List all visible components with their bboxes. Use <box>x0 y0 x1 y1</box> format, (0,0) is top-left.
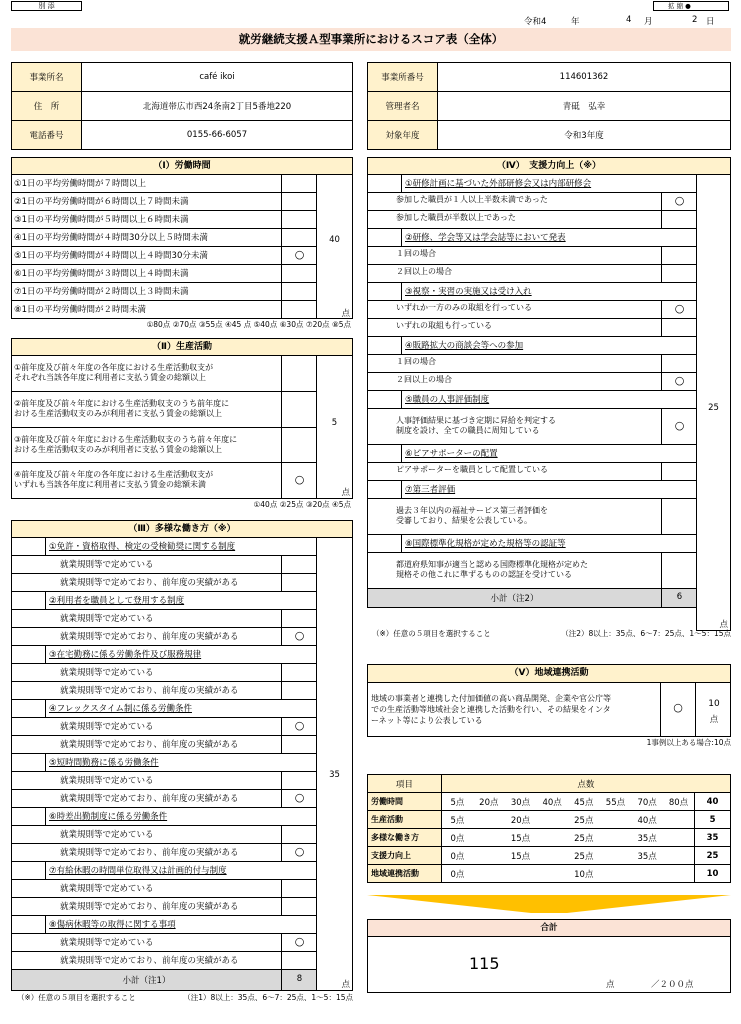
support-sub-row <box>367 301 696 319</box>
date-line: 令和4 年 4 月 2 日 <box>524 15 715 27</box>
diverse-sub-mark: ○ <box>281 844 317 861</box>
time-item-row <box>11 283 316 301</box>
support-sub-row <box>367 409 696 445</box>
summary-cell <box>473 847 505 865</box>
summary-score: 40 <box>695 793 731 811</box>
diverse-group-title: ③在宅勤務に係る労働条件及び服務規律 <box>49 650 202 660</box>
support-group-header <box>367 337 696 355</box>
summary-cell <box>536 847 568 865</box>
diverse-sub-row <box>11 556 316 574</box>
support-sub-row <box>367 355 696 373</box>
summary-cell: 25点 <box>568 847 600 865</box>
time-item-mark: ○ <box>281 247 317 264</box>
diverse-sub-row <box>11 664 316 682</box>
support-sub-row <box>367 319 696 337</box>
summary-cell: 0点 <box>441 865 473 883</box>
diverse-check-box[interactable] <box>12 808 46 825</box>
diverse-sub-row <box>11 880 316 898</box>
support-sub-mark <box>661 499 697 534</box>
s4-note-right: （注2）8以上：35点、6～7：25点、1～5：15点 <box>561 629 731 638</box>
support-sub-label: ピアサポーターを職員として配置している <box>396 465 548 474</box>
diverse-sub-label: 就業規則等で定めており、前年度の実績がある <box>60 956 239 966</box>
support-sub-label: 人事評価結果に基づき定期に昇給を判定する 制度を設け、全ての職員に周知している <box>396 416 556 435</box>
diverse-sub-label: 就業規則等で定めている <box>60 776 154 786</box>
summary-cell <box>663 865 695 883</box>
summary-cell <box>536 811 568 829</box>
diverse-sub-mark <box>281 556 317 573</box>
summary-cell: 20点 <box>505 811 537 829</box>
diverse-sub-row <box>11 574 316 592</box>
s3-note-right: （注1）8以上：35点、6～7：25点、1～5：15点 <box>183 993 353 1002</box>
summary-cell: 40点 <box>631 811 663 829</box>
summary-cell: 45点 <box>568 793 600 811</box>
diverse-sub-row <box>11 772 316 790</box>
production-item-mark: ○ <box>281 463 317 498</box>
manager-info-table: 事業所番号 114601362 管理者名 青砥 弘幸 対象年度 令和3年度 <box>367 62 731 150</box>
summary-cell: 35点 <box>631 829 663 847</box>
summary-cell: 20点 <box>473 793 505 811</box>
time-item-mark <box>281 301 317 318</box>
diverse-sub-label: 就業規則等で定めており、前年度の実績がある <box>60 740 239 750</box>
diverse-check-box[interactable] <box>12 592 46 609</box>
section-support: （Ⅳ） 支援力向上（※） ①研修計画に基づいた外部研修会又は内部研修会 参加した職員が１人以上半数未満であった ○ 参加した職員が半数以上であった ②研修、学会等又は学会誌等において発表 １回の場合 ２回以上の場合 ③視察・実習の実施又は受け入れ いずれか一方のみの取組を行っている ○ いずれの取組も行っている ④販路拡大の商談会等への参加 １回の場合 ２回以上の場合 ○ ⑤職員の人事評価制度 人事評価結果に基づき定期に昇給を判定する 制度を設け、全ての職員に周知している ○ ⑥ピアサポーターの配置 ピアサポーターを職員として配置している ⑦第三者評価 過去３年以内の福祉サービス第三者評価を 受審しており、結果を公表している。 ⑧国際標準化規格が定めた規格等の認証等 都道府県知事が適当と認める国際標準化規格が定めた 規格その他これに準ずるものの認証を受けている 小計（注2） 6 25 点 <box>367 157 731 631</box>
support-check-box[interactable] <box>368 337 402 354</box>
support-sub-label: ２回以上の場合 <box>396 267 452 276</box>
summary-row <box>368 865 731 883</box>
summary-cell: 55点 <box>600 793 632 811</box>
diverse-sub-mark <box>281 610 317 627</box>
summary-cell: 35点 <box>631 847 663 865</box>
support-group-title: ④販路拡大の商談会等への参加 <box>405 341 524 351</box>
time-item-label: ②1日の平均労働時間が６時間以上７時間未満 <box>14 197 189 207</box>
support-sub-label: 過去３年以内の福祉サービス第三者評価を 受審しており、結果を公表している。 <box>396 506 548 525</box>
support-sub-mark <box>661 553 697 588</box>
time-item-row <box>11 265 316 283</box>
diverse-sub-label: 就業規則等で定めており、前年度の実績がある <box>60 578 239 588</box>
support-sub-label: いずれの取組も行っている <box>396 321 492 330</box>
summary-row <box>368 847 731 865</box>
diverse-group-title: ⑦有給休暇の時間単位取得又は計画的付与制度 <box>49 866 227 876</box>
production-line-2: それぞれ当該各年度に利用者に支払う賃金の総額以上 <box>14 373 206 382</box>
summary-cell: 15点 <box>505 829 537 847</box>
support-sub-label: 参加した職員が１人以上半数未満であった <box>396 195 548 204</box>
attachment-tag: 別 添 <box>11 1 82 11</box>
diverse-sub-label: 就業規則等で定めている <box>60 938 154 948</box>
production-line-1: ④前年度及び前々年度の各年度における生産活動収支が <box>14 470 214 480</box>
diverse-sub-label: 就業規則等で定めている <box>60 830 154 840</box>
summary-cell <box>600 811 632 829</box>
summary-cell: 80点 <box>663 793 695 811</box>
summary-cell <box>600 847 632 865</box>
time-item-mark <box>281 283 317 300</box>
support-sub-mark <box>661 265 697 282</box>
time-item-label: ③1日の平均労働時間が５時間以上６時間未満 <box>14 215 189 225</box>
scale-note: 拡 縮 ● <box>653 1 729 11</box>
diverse-group-title: ①免許・資格取得、検定の受検勧奨に関する制度 <box>49 542 236 552</box>
diverse-group-title: ⑤短時間勤務に係る労働条件 <box>49 758 159 768</box>
summary-cell <box>473 865 505 883</box>
time-item-row <box>11 247 316 265</box>
section-community: （Ⅴ）地域連携活動 地域の事業者と連携した付加価値の高い商品開発、企業や官公庁等 での生産活動等地域社会と連携した活動を行い、その結果をインタ ーネット等により公表している ○ 10 点 1事例以上ある場合:10点 <box>367 664 731 748</box>
diverse-sub-mark <box>281 574 317 591</box>
diverse-sub-row <box>11 628 316 646</box>
support-group-header <box>367 391 696 409</box>
summary-row <box>368 829 731 847</box>
diverse-group-title: ⑧傷病休暇等の取得に関する事項 <box>49 920 176 930</box>
diverse-sub-row <box>11 610 316 628</box>
support-group-title: ②研修、学会等又は学会誌等において発表 <box>405 233 566 243</box>
support-sub-row <box>367 499 696 535</box>
time-item-label: ⑥1日の平均労働時間が３時間以上４時間未満 <box>14 269 189 279</box>
summary-cell: 5点 <box>441 811 473 829</box>
total-value: 115 <box>469 954 500 973</box>
support-sub-row <box>367 265 696 283</box>
support-check-box[interactable] <box>368 445 402 462</box>
production-item-label <box>14 435 237 455</box>
production-line-1: ①前年度及び前々年度の各年度における生産活動収支が <box>14 363 214 372</box>
support-sub-mark <box>661 355 697 372</box>
support-group-header <box>367 481 696 499</box>
time-item-mark <box>281 193 317 210</box>
section-diverse-work: （Ⅲ）多様な働き方（※） ①免許・資格取得、検定の受検勧奨に関する制度 就業規則等で定めている 就業規則等で定めており、前年度の実績がある ②利用者を職員として登用する制度 就業規則等で定めている 就業規則等で定めており、前年度の実績がある ○ ③在宅勤務に係る労働条件及び服務規律 就業規則等で定めている 就業規則等で定めており、前年度の実績がある ④フレックスタイム制に係る労働条件 就業規則等で定めている ○ 就業規則等で定めており、前年度の実績がある ⑤短時間勤務に係る労働条件 就業規則等で定めている 就業規則等で定めており、前年度の実績がある ○ ⑥時差出勤制度に係る労働条件 就業規則等で定めている 就業規則等で定めており、前年度の実績がある ○ ⑦有給休暇の時間単位取得又は計画的付与制度 就業規則等で定めている 就業規則等で定めており、前年度の実績がある ⑧傷病休暇等の取得に関する事項 就業規則等で定めている ○ 就業規則等で定めており、前年度の実績がある 小計（注1） 8 35 点 <box>11 520 353 991</box>
summary-row-label: 地域連携活動 <box>368 865 442 883</box>
support-group-header <box>367 229 696 247</box>
diverse-sub-row <box>11 682 316 700</box>
support-check-box[interactable] <box>368 481 402 498</box>
support-group-title: ⑧国際標準化規格が定めた規格等の認証等 <box>405 539 566 549</box>
diverse-check-box[interactable] <box>12 538 46 555</box>
diverse-sub-label: 就業規則等で定めており、前年度の実績がある <box>60 848 239 858</box>
time-item-mark <box>281 211 317 228</box>
summary-row-label: 労働時間 <box>368 793 442 811</box>
time-item-row <box>11 229 316 247</box>
summary-cell <box>663 811 695 829</box>
diverse-sub-mark: ○ <box>281 718 317 735</box>
support-group-title: ③視察・実習の実施又は受け入れ <box>405 287 532 297</box>
diverse-sub-mark: ○ <box>281 790 317 807</box>
time-item-mark <box>281 265 317 282</box>
time-item-label: ①1日の平均労働時間が７時間以上 <box>14 179 147 189</box>
support-group-title: ⑥ピアサポーターの配置 <box>405 449 498 459</box>
diverse-group-header <box>11 862 316 880</box>
summary-cell <box>663 829 695 847</box>
summary-cell <box>536 865 568 883</box>
summary-cell: 5点 <box>441 793 473 811</box>
support-group-header <box>367 283 696 301</box>
diverse-subtotal-value: 8 <box>281 970 317 990</box>
support-sub-label: ２回以上の場合 <box>396 375 452 384</box>
support-subtotal-row <box>367 589 696 608</box>
support-sub-label: いずれか一方のみの取組を行っている <box>396 303 532 312</box>
time-item-row <box>11 301 316 319</box>
diverse-group-header <box>11 808 316 826</box>
diverse-sub-label: 就業規則等で定めており、前年度の実績がある <box>60 632 239 642</box>
diverse-group-header <box>11 646 316 664</box>
support-sub-mark: ○ <box>661 373 697 390</box>
support-sub-label: 参加した職員が半数以上であった <box>396 213 516 222</box>
support-sub-mark: ○ <box>661 409 697 444</box>
production-item-row <box>11 428 316 464</box>
summary-cell: 10点 <box>568 865 600 883</box>
production-item-mark <box>281 356 317 391</box>
production-line-1: ②前年度及び前々年度における生産活動収支のうち前年度に <box>14 398 230 408</box>
diverse-sub-mark: ○ <box>281 934 317 951</box>
diverse-sub-label: 就業規則等で定めている <box>60 722 154 732</box>
support-sub-row <box>367 553 696 589</box>
production-item-label <box>14 363 213 383</box>
production-item-row <box>11 392 316 428</box>
diverse-sub-label: 就業規則等で定めている <box>60 884 154 894</box>
summary-cell: 0点 <box>441 847 473 865</box>
diverse-sub-mark <box>281 826 317 843</box>
support-sub-mark <box>661 211 697 228</box>
support-sub-mark: ○ <box>661 193 697 210</box>
support-group-title: ⑦第三者評価 <box>405 485 456 495</box>
diverse-sub-mark <box>281 898 317 915</box>
summary-cell <box>505 865 537 883</box>
summary-row <box>368 793 731 811</box>
diverse-sub-label: 就業規則等で定めている <box>60 668 154 678</box>
diverse-check-box[interactable] <box>12 646 46 663</box>
support-check-box[interactable] <box>368 175 402 192</box>
diverse-group-header <box>11 700 316 718</box>
diverse-sub-label: 就業規則等で定めており、前年度の実績がある <box>60 902 239 912</box>
diverse-sub-label: 就業規則等で定めており、前年度の実績がある <box>60 794 239 804</box>
page-title: 就労継続支援Ａ型事業所におけるスコア表（全体） <box>11 28 731 51</box>
diverse-sub-label: 就業規則等で定めている <box>60 614 154 624</box>
summary-score: 35 <box>695 829 731 847</box>
summary-table <box>367 774 731 883</box>
diverse-group-title: ⑥時差出勤制度に係る労働条件 <box>49 812 168 822</box>
summary-cell: 15点 <box>505 847 537 865</box>
diverse-subtotal-label: 小計（注1） <box>122 976 171 986</box>
facility-info-table: 事業所名 café ikoi 住 所 北海道帯広市西24条南2丁目5番地220 電話番号 0155-66-6057 <box>11 62 353 150</box>
summary-cell: 0点 <box>441 829 473 847</box>
diverse-check-box[interactable] <box>12 916 46 933</box>
s5-mark: ○ <box>673 701 683 714</box>
production-item-label <box>14 470 213 490</box>
support-sub-row <box>367 247 696 265</box>
support-sub-row <box>367 193 696 211</box>
total-box: 合計 115 点 ／２００点 <box>367 919 731 993</box>
support-group-header <box>367 535 696 553</box>
summary-cell <box>536 829 568 847</box>
diverse-subtotal-row <box>11 970 316 991</box>
support-sub-label: １回の場合 <box>396 357 436 366</box>
summary-row-label: 多様な働き方 <box>368 829 442 847</box>
diverse-group-header <box>11 592 316 610</box>
diverse-sub-row <box>11 844 316 862</box>
s4-note-left: （※）任意の５項目を選択すること <box>372 629 491 638</box>
time-item-label: ⑧1日の平均労働時間が２時間未満 <box>14 305 147 315</box>
summary-cell <box>473 811 505 829</box>
support-group-title: ①研修計画に基づいた外部研修会又は内部研修会 <box>405 179 592 189</box>
production-line-1: ③前年度及び前々年度における生産活動収支のうち前々年度に <box>14 434 238 444</box>
summary-cell <box>663 847 695 865</box>
production-item-row <box>11 463 316 499</box>
diverse-sub-mark <box>281 736 317 753</box>
summary-cell: 40点 <box>536 793 568 811</box>
support-check-box[interactable] <box>368 283 402 300</box>
support-sub-mark: ○ <box>661 301 697 318</box>
support-sub-row <box>367 373 696 391</box>
support-sub-mark <box>661 247 697 264</box>
s3-note-left: （※）任意の５項目を選択すること <box>17 993 136 1002</box>
diverse-group-title: ④フレックスタイム制に係る労働条件 <box>49 704 192 714</box>
diverse-group-title: ②利用者を職員として登用する制度 <box>49 596 185 606</box>
summary-header-points: 点数 <box>441 775 730 793</box>
summary-row-label: 支援力向上 <box>368 847 442 865</box>
section-working-hours: （Ⅰ）労働時間 ①1日の平均労働時間が７時間以上 ②1日の平均労働時間が６時間以上７時間未満 ③1日の平均労働時間が５時間以上６時間未満 ④1日の平均労働時間が４時間30分以上５時間未満 ⑤1日の平均労働時間が４時間以上４時間30分未満 ○ ⑥1日の平均労働時間が３時間以上４時間未満 ⑦1日の平均労働時間が２時間以上３時間未満 ⑧1日の平均労働時間が２時間未満 40 点 ①80点 ②70点 ③55点 ④45 点 ⑤40点 ⑥30点 ⑦20点 ⑧5点 <box>11 157 353 331</box>
diverse-group-header <box>11 916 316 934</box>
diverse-sub-mark: ○ <box>281 628 317 645</box>
diverse-check-box[interactable] <box>12 862 46 879</box>
diverse-check-box[interactable] <box>12 700 46 717</box>
support-sub-label: 都道府県知事が適当と認める国際標準化規格が定めた 規格その他これに準ずるものの認証を受けている <box>396 560 588 579</box>
summary-score: 5 <box>695 811 731 829</box>
support-group-header <box>367 445 696 463</box>
production-line-2: おける生産活動収支のみが利用者に支払う賃金の総額以上 <box>14 444 222 454</box>
summary-row-label: 生産活動 <box>368 811 442 829</box>
diverse-sub-row <box>11 898 316 916</box>
production-item-label <box>14 399 229 419</box>
summary-cell: 70点 <box>631 793 663 811</box>
time-item-label: ⑦1日の平均労働時間が２時間以上３時間未満 <box>14 287 189 297</box>
diverse-sub-row <box>11 952 316 970</box>
diverse-sub-row <box>11 934 316 952</box>
support-group-header <box>367 175 696 193</box>
diverse-sub-row <box>11 826 316 844</box>
support-subtotal-label: 小計（注2） <box>490 594 539 604</box>
support-check-box[interactable] <box>368 391 402 408</box>
summary-cell <box>631 865 663 883</box>
summary-score: 10 <box>695 865 731 883</box>
support-check-box[interactable] <box>368 535 402 552</box>
diverse-sub-mark <box>281 880 317 897</box>
production-item-row <box>11 356 316 392</box>
support-sub-row <box>367 463 696 481</box>
diverse-sub-row <box>11 718 316 736</box>
summary-score: 25 <box>695 847 731 865</box>
time-item-mark <box>281 175 317 192</box>
diverse-sub-mark <box>281 772 317 789</box>
diverse-group-header <box>11 754 316 772</box>
diverse-group-header <box>11 538 316 556</box>
support-subtotal-value: 6 <box>661 589 697 607</box>
diverse-sub-row <box>11 790 316 808</box>
summary-cell: 25点 <box>568 811 600 829</box>
support-sub-mark <box>661 463 697 480</box>
section-production: （Ⅱ）生産活動 ①前年度及び前々年度の各年度における生産活動収支が それぞれ当該各年度に利用者に支払う賃金の総額以上 ②前年度及び前々年度における生産活動収支のうち前年度に おける生産活動収支のみが利用者に支払う賃金の総額以上 ③前年度及び前々年度における生産活動収支のうち前々年度に おける生産活動収支のみが利用者に支払う賃金の総額以上 ④前年度及び前々年度の各年度における生産活動収支が いずれも当該各年度に利用者に支払う賃金の総額未満 ○ 5 点 ①40点 ②25点 ③20点 ④5点 <box>11 338 353 511</box>
support-sub-mark <box>661 319 697 336</box>
production-item-mark <box>281 428 317 463</box>
production-line-2: いずれも当該各年度に利用者に支払う賃金の総額未満 <box>14 480 206 490</box>
summary-cell <box>473 829 505 847</box>
diverse-sub-mark <box>281 664 317 681</box>
summary-cell: 30点 <box>505 793 537 811</box>
diverse-check-box[interactable] <box>12 754 46 771</box>
time-item-label: ④1日の平均労働時間が４時間30分以上５時間未満 <box>14 233 208 243</box>
support-sub-row <box>367 211 696 229</box>
time-item-row <box>11 193 316 211</box>
production-line-2: おける生産活動収支のみが利用者に支払う賃金の総額以上 <box>14 408 222 418</box>
summary-cell: 25点 <box>568 829 600 847</box>
time-item-label: ⑤1日の平均労働時間が４時間以上４時間30分未満 <box>14 251 208 261</box>
time-item-row <box>11 211 316 229</box>
support-sub-label: １回の場合 <box>396 249 436 258</box>
time-item-mark <box>281 229 317 246</box>
diverse-sub-label: 就業規則等で定めており、前年度の実績がある <box>60 686 239 696</box>
down-arrow-icon <box>367 894 731 914</box>
production-item-mark <box>281 392 317 427</box>
diverse-sub-label: 就業規則等で定めている <box>60 560 154 570</box>
support-group-title: ⑤職員の人事評価制度 <box>405 395 490 405</box>
diverse-sub-row <box>11 736 316 754</box>
time-item-row <box>11 175 316 193</box>
summary-header-item: 項目 <box>368 775 442 793</box>
diverse-sub-mark <box>281 682 317 699</box>
diverse-sub-mark <box>281 952 317 969</box>
support-check-box[interactable] <box>368 229 402 246</box>
summary-row <box>368 811 731 829</box>
summary-cell <box>600 829 632 847</box>
summary-cell <box>600 865 632 883</box>
